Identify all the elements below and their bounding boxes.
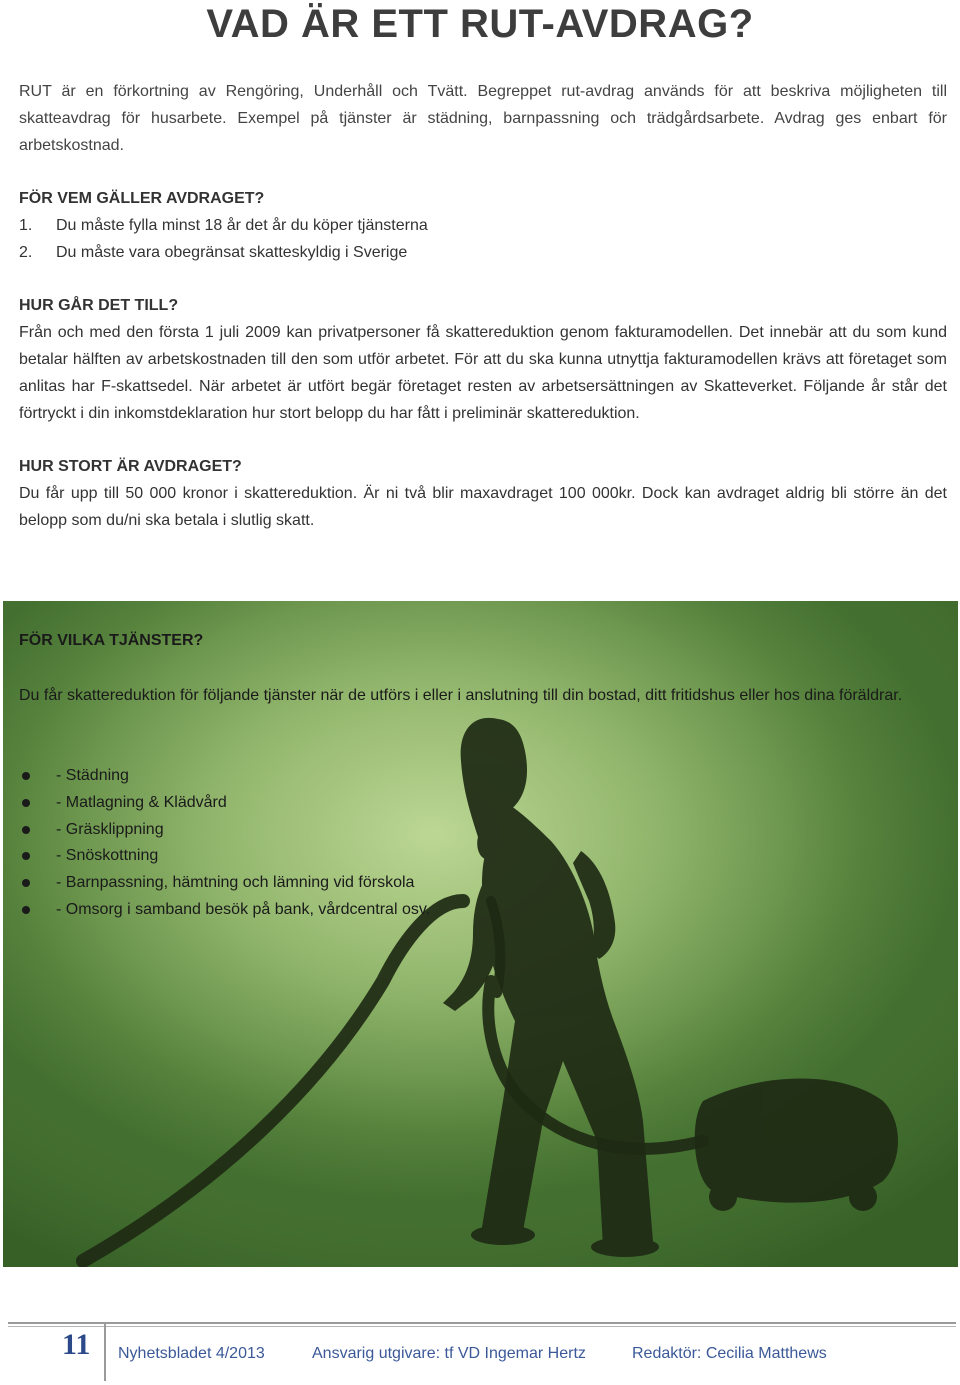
bullet-icon [22,879,30,887]
list-item: - Omsorg i samband besök på bank, vårdcentral osv. [19,897,430,924]
bullet-icon [22,826,30,834]
footer-publisher: Ansvarig utgivare: tf VD Ingemar Hertz [312,1345,586,1362]
list-item: - Städning [19,763,430,790]
who-list [19,212,947,266]
list-item: - Gräsklippning [19,817,430,844]
list-item: - Snöskottning [19,843,430,870]
bullet-icon [22,799,30,807]
services-list [19,763,430,924]
intro-section [19,78,947,159]
vacuum-silhouette-photo [3,601,958,1267]
bullet-icon [22,906,30,914]
list-item: - Barnpassning, hämtning och lämning vid förskola [19,870,430,897]
amount-section [19,453,947,534]
amount-paragraph: Du får upp till 50 000 kronor i skattereduktion. Är ni två blir maxavdraget 100 000kr. Dock kan avdraget aldrig bli större än det belopp som du/ni ska betala i slutlig skatt. [19,485,947,529]
how-heading: HUR GÅR DET TILL? [19,297,179,314]
footer-separator [104,1324,106,1381]
bullet-icon [22,852,30,860]
footer-divider [8,1322,956,1324]
services-heading: FÖR VILKA TJÄNSTER? [19,632,204,649]
page-title: VAD ÄR ETT RUT-AVDRAG? [206,2,754,46]
how-section [19,292,947,427]
page-number: 11 [62,1328,91,1361]
who-section [19,185,947,266]
footer-divider [8,1326,956,1327]
services-paragraph: Du får skattereduktion för följande tjänster när de utförs i eller i anslutning till din bostad, ditt fritidshus eller hos dina föräldrar. [19,687,903,704]
intro-paragraph: RUT är en förkortning av Rengöring, Underhåll och Tvätt. Begreppet rut-avdrag används för att beskriva möjligheten till skatteavdrag för husarbete. Exempel på tjänster är städning, barnpassning och trädgårdsarbete. Avdrag ges enbart för arbetskostnad. [19,83,947,154]
footer-newsletter: Nyhetsbladet 4/2013 [118,1345,265,1362]
who-list-item: 1. Du måste fylla minst 18 år det år du köper tjänsterna [19,217,428,234]
list-item: - Matlagning & Klädvård [19,790,430,817]
who-list-item: 2. Du måste vara obegränsat skatteskyldig i Sverige [19,244,408,261]
footer-editor: Redaktör: Cecilia Matthews [632,1345,827,1362]
amount-heading: HUR STORT ÄR AVDRAGET? [19,458,242,475]
how-paragraph: Från och med den första 1 juli 2009 kan privatpersoner få skattereduktion genom fakturamodellen. Det innebär att du som kund betalar hälften av arbetskostnaden till den som utför arbetet. För att du ska kunna utnyttja fakturamodellen krävs att företaget som anlitas har F-skattsedel. När arbetet är utfört begär företaget resten av arbetsersättningen av Skatteverket. Följande år står det förtryckt i din inkomstdeklaration hur stort belopp du har fått i preliminär skattereduktion. [19,324,947,422]
bullet-icon [22,772,30,780]
who-heading: FÖR VEM GÄLLER AVDRAGET? [19,190,265,207]
